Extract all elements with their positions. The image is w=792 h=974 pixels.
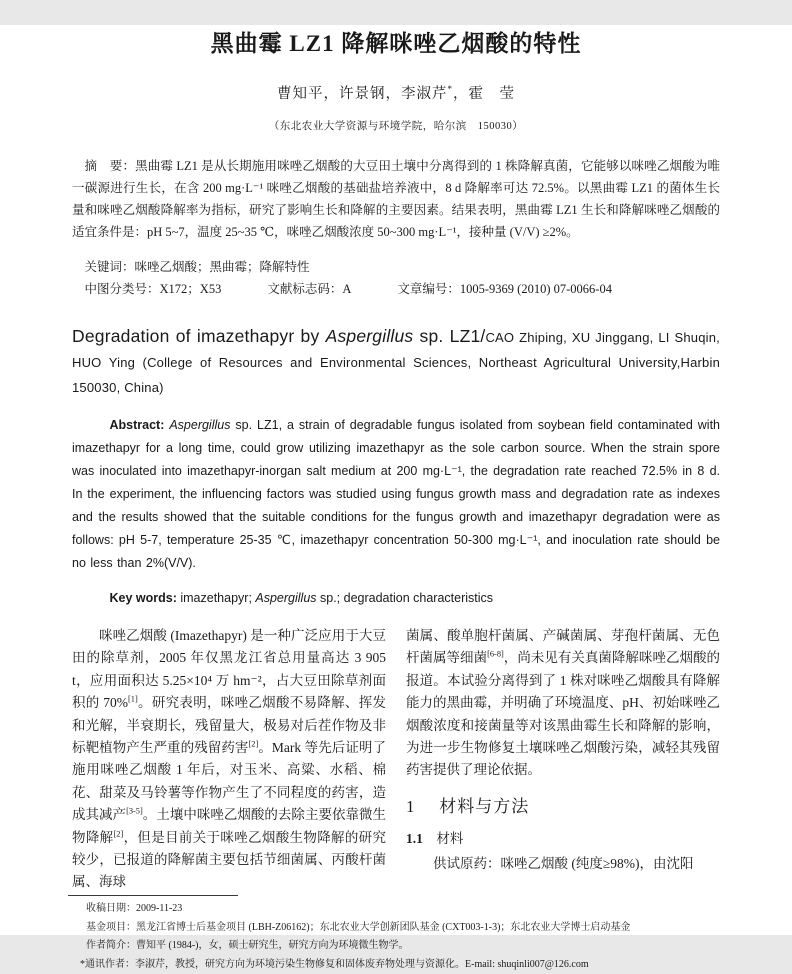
abstract-zh-text: 黑曲霉 LZ1 是从长期施用咪唑乙烟酸的大豆田土壤中分离得到的 1 株降解真菌，它能够以咪唑乙烟酸为唯一碳源进行生长，在含 200 mg·L⁻¹ 咪唑乙烟酸的基础盐培养液中，8 d 降解率可达 72.5%。以黑曲霉 LZ1 的菌体生长量和咪唑乙烟酸降解率为指标，研究了影响生长和降解的主要因素。结果表明，黑曲霉 LZ1 生长和降解咪唑乙烟酸的适宜条件是：pH 5~7，温度 25~35 ℃，咪唑乙烟酸浓度 50~300 mg·L⁻¹，接种量 (V/V) ≥2%。 xyxy=(72,159,720,239)
footnote-divider xyxy=(68,895,238,896)
section-1-1-paragraph: 供试原药：咪唑乙烟酸 (纯度≥98%)，由沈阳 xyxy=(406,853,720,875)
english-title: Degradation of imazethapyr by Aspergillus sp. LZ1/CAO Zhiping, XU Jinggang, LI Shuqin, HUO Ying (College of Resources and Environmental Sciences, Northeast Agricultural University,Harbin 150030, China) xyxy=(72,324,720,400)
footnote-fund-project: 基金项目：黑龙江省博士后基金项目 (LBH-Z06162)；东北农业大学创新团队基金 (CXT003-1-3)；东北农业大学博士启动基金 xyxy=(72,919,720,938)
footnote-author-bio: 作者简介：曹知平 (1984-)，女，硕士研究生，研究方向为环境微生物学。 xyxy=(72,937,720,956)
authors-line: 曹知平，许景钢，李淑芹*，霍 莹 xyxy=(72,82,720,103)
clc-number: 中图分类号：X172；X53 xyxy=(85,278,222,300)
document-code: 文献标志码：A xyxy=(267,278,351,300)
abstract-zh-label: 摘 要： xyxy=(85,159,136,173)
footnote-received-date: 收稿日期：2009-11-23 xyxy=(72,900,720,919)
english-keywords: Key words: imazethapyr; Aspergillus sp.; degradation characteristics xyxy=(72,587,720,610)
body-column-left xyxy=(72,625,386,893)
meta-row xyxy=(72,278,720,300)
section-1-1-heading: 1.1 材料 xyxy=(406,828,720,850)
footnote-corresponding-author: *通讯作者：李淑芹，教授，研究方向为环境污染生物修复和固体废弃物处理与资源化。E-mail: shuqinli007@126.com xyxy=(72,956,720,974)
keywords-zh-text: 咪唑乙烟酸；黑曲霉；降解特性 xyxy=(135,260,310,274)
section-1-heading: 1 材料与方法 xyxy=(406,796,720,818)
article-number: 文章编号：1005-9369 (2010) 07-0066-04 xyxy=(397,278,612,300)
abstract-zh xyxy=(72,155,720,243)
footnote-block xyxy=(72,895,720,974)
keywords-zh-label: 关键词： xyxy=(85,260,135,274)
keywords-zh xyxy=(72,256,720,278)
affiliation-line: （东北农业大学资源与环境学院，哈尔滨 150030） xyxy=(72,118,720,133)
paper-title-zh: 黑曲霉 LZ1 降解咪唑乙烟酸的特性 xyxy=(72,25,720,58)
body-column-right xyxy=(406,625,720,893)
intro-paragraph-left: 咪唑乙烟酸 (Imazethapyr) 是一种广泛应用于大豆田的除草剂，2005 年仅黑龙江省总用量高达 3 905 t，应用面积达 5.25×10⁴ 万 hm⁻²，占大豆田除草剂面积的 70%[1]。研究表明，咪唑乙烟酸不易降解、挥发和光解，半衰期长，残留量大，极易对后茬作物及非标靶植物产生严重的残留药害[2]。Mark 等先后证明了施用咪唑乙烟酸 1 年后，对玉米、高粱、水稻、棉花、甜菜及马铃薯等作物产生了不同程度的药害，造成其减产[3-5]。土壤中咪唑乙烟酸的去除主要依靠微生物降解[2]，但是目前关于咪唑乙烟酸生物降解的研究较少，已报道的降解菌主要包括节细菌属、丙酸杆菌属、海球 xyxy=(72,625,386,894)
body-columns xyxy=(72,625,720,893)
english-abstract: Abstract: Aspergillus sp. LZ1, a strain of degradable fungus isolated from soybean field contaminated with imazethapyr for a long time, could grow utilizing imazethapyr as the sole carbon source. When the strain spore was inoculated into imazethapyr-inorgan salt medium at 200 mg·L⁻¹, the degradation rate reached 72.5% in 8 d. In the experiment, the influencing factors was studied using fungus growth mass and degradation rate as indexes and the results showed that the suitable conditions for the fungus growth and imazethapyr degradation were as follows: pH 5-7, temperature 25-35 ℃, imazethapyr concentration 50-300 mg·L⁻¹, and inoculation rate should be no less than 2%(V/V). xyxy=(72,414,720,575)
paper-page xyxy=(0,25,792,935)
intro-paragraph-right: 菌属、酸单胞杆菌属、产碱菌属、芽孢杆菌属、无色杆菌属等细菌[6-8]，尚未见有关真菌降解咪唑乙烟酸的报道。本试验分离得到了 1 株对咪唑乙烟酸具有降解能力的黑曲霉，并明确了环境温度、pH、初始咪唑乙烟酸浓度和接菌量等对该黑曲霉生长和降解的影响，为进一步生物修复土壤咪唑乙烟酸污染，减轻其残留药害提供了理论依据。 xyxy=(406,625,720,782)
